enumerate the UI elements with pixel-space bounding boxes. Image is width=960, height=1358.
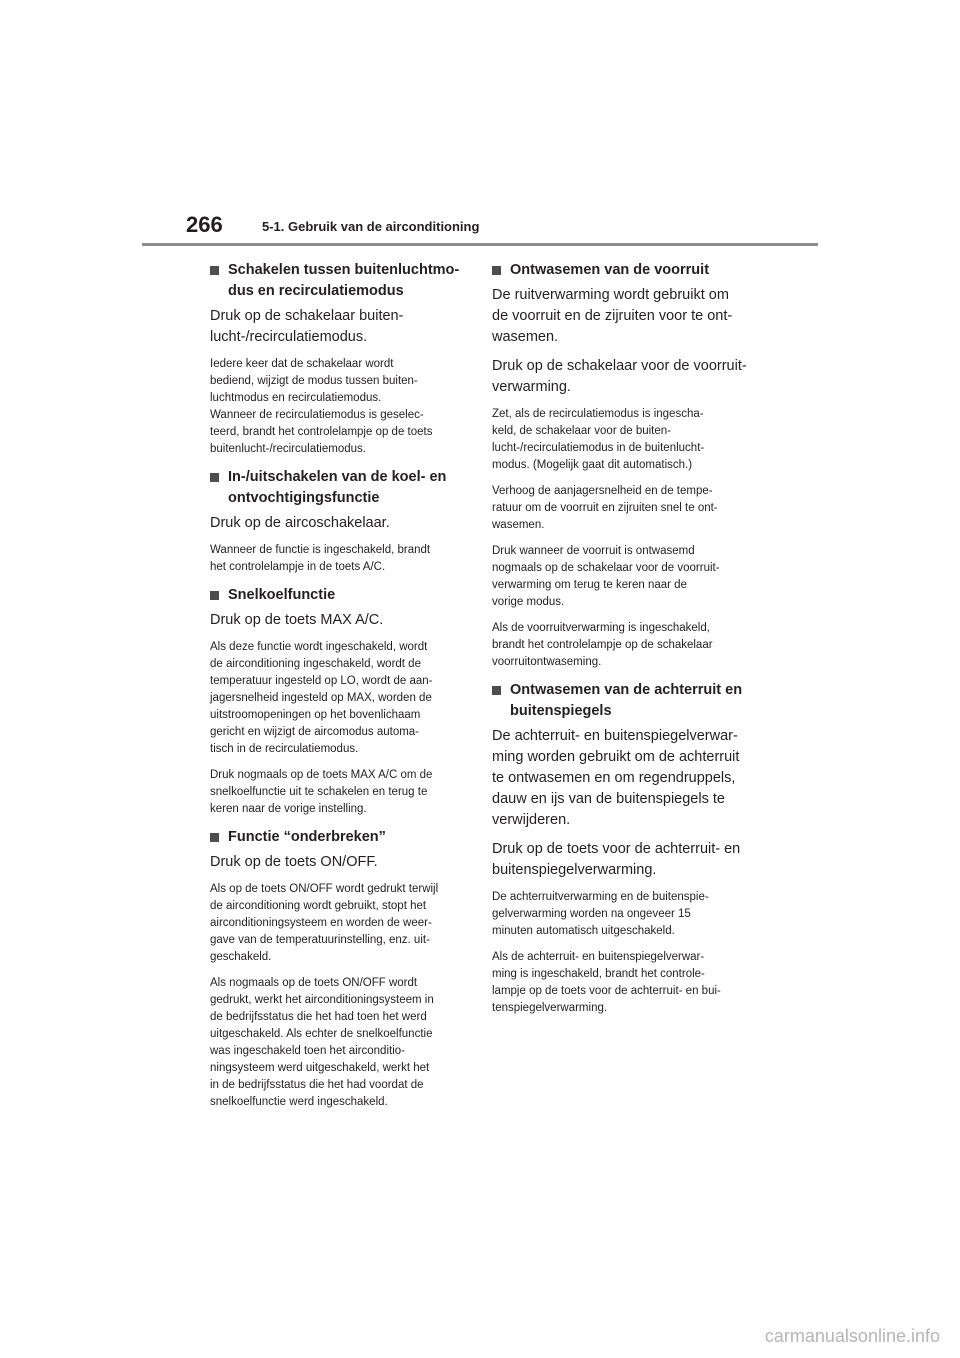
- section-heading: [210, 585, 472, 606]
- right-column: [492, 254, 754, 1026]
- section: [492, 680, 754, 1017]
- square-bullet-icon: [492, 686, 501, 695]
- instruction-text: Druk op de toets ON/OFF.: [210, 854, 378, 870]
- instruction-text: Druk op de aircoschakelaar.: [210, 515, 390, 531]
- section-heading: [210, 827, 472, 848]
- square-bullet-icon: [210, 833, 219, 842]
- note-text: Als deze functie wordt ingeschakeld, wordt de airconditioning ingeschakeld, wordt de temperatuur ingesteld op LO, wordt de aan- jagersnelheid ingesteld op MAX, worden de uitstroomopeningen op het bovenlichaam gericht en wijzigt de aircomodus automa- tisch in de recirculatiemodus.: [210, 641, 433, 755]
- instruction-text: Druk op de toets MAX A/C.: [210, 612, 384, 628]
- section: [210, 827, 472, 1111]
- note-text: Druk wanneer de voorruit is ontwasemd nogmaals op de schakelaar voor de voorruit- verwarming om terug te keren naar de vorige modus.: [492, 545, 720, 608]
- square-bullet-icon: [210, 473, 219, 482]
- section: [210, 260, 472, 458]
- section-heading: [492, 260, 754, 281]
- note-text: Zet, als de recirculatiemodus is ingescha- keld, de schakelaar voor de buiten- lucht-/recirculatiemodus in de buitenlucht- modus. (Mogelijk gaat dit automatisch.): [492, 408, 705, 471]
- instruction-text: Druk op de schakelaar buiten- lucht-/recirculatiemodus.: [210, 308, 404, 345]
- square-bullet-icon: [492, 266, 501, 275]
- page-number: 266: [186, 212, 223, 237]
- square-bullet-icon: [210, 266, 219, 275]
- note-text: Als de achterruit- en buitenspiegelverwar- ming is ingeschakeld, brandt het controle- lampje op de toets voor de achterruit- en bui- tenspiegelverwarming.: [492, 951, 721, 1014]
- instruction-text: Druk op de schakelaar voor de voorruit- verwarming.: [492, 358, 747, 395]
- instruction-text: De achterruit- en buitenspiegelverwar- ming worden gebruikt om de achterruit te ontwasemen en om regendruppels, dauw en ijs van de buitenspiegels te verwijderen.: [492, 728, 740, 828]
- section: [492, 260, 754, 671]
- section-heading: [210, 260, 472, 302]
- section-heading: [492, 680, 754, 722]
- square-bullet-icon: [210, 591, 219, 600]
- instruction-text: Druk op de toets voor de achterruit- en buitenspiegelverwarming.: [492, 841, 741, 878]
- instruction-text: De ruitverwarming wordt gebruikt om de voorruit en de zijruiten voor te ont- wasemen.: [492, 287, 733, 345]
- section-heading-text: Snelkoelfunctie: [228, 587, 336, 603]
- note-text: Verhoog de aanjagersnelheid en de tempe- ratuur om de voorruit en zijruiten snel te ont- wasemen.: [492, 485, 718, 531]
- note-text: Druk nogmaals op de toets MAX A/C om de snelkoelfunctie uit te schakelen en terug te keren naar de vorige instelling.: [210, 769, 433, 815]
- note-text: De achterruitverwarming en de buitenspie- gelverwarming worden na ongeveer 15 minuten automatisch uitgeschakeld.: [492, 891, 709, 937]
- section-heading: [210, 467, 472, 509]
- section-heading-text: Schakelen tussen buitenluchtmo- dus en recirculatiemodus: [228, 262, 460, 299]
- note-text: Iedere keer dat de schakelaar wordt bediend, wijzigt de modus tussen buiten- luchtmodus en recirculatiemodus. Wanneer de recirculatiemodus is geselec- teerd, brandt het controlelampje op de toets buitenlucht-/recirculatiemodus.: [210, 358, 433, 455]
- section: [210, 467, 472, 576]
- note-text: Als nogmaals op de toets ON/OFF wordt gedrukt, werkt het airconditioningsysteem in de bedrijfsstatus die het had toen het werd uitgeschakeld. Als echter de snelkoelfunctie was ingeschakeld toen het airconditio- ningsysteem werd uitgeschakeld, werkt het in de bedrijfsstatus die het had voordat de snelkoelfunctie werd ingeschakeld.: [210, 977, 434, 1108]
- header-rule: [142, 243, 818, 246]
- chapter-title: 5-1. Gebruik van de airconditioning: [262, 219, 480, 234]
- section-heading-text: Functie “onderbreken”: [228, 829, 386, 845]
- section: [210, 585, 472, 818]
- section-heading-text: Ontwasemen van de achterruit en buitenspiegels: [510, 682, 743, 719]
- section-heading-text: Ontwasemen van de voorruit: [510, 262, 710, 278]
- note-text: Wanneer de functie is ingeschakeld, brandt het controlelampje in de toets A/C.: [210, 544, 431, 573]
- section-heading-text: In-/uitschakelen van de koel- en ontvochtigingsfunctie: [228, 469, 447, 506]
- left-column: [210, 254, 472, 1120]
- note-text: Als op de toets ON/OFF wordt gedrukt terwijl de airconditioning wordt gebruikt, stopt het airconditioningsysteem en worden de weer- gave van de temperatuurinstelling, enz. uit- geschakeld.: [210, 883, 439, 963]
- watermark[interactable]: carmanualsonline.info: [764, 1326, 940, 1346]
- note-text: Als de voorruitverwarming is ingeschakeld, brandt het controlelampje op de schakelaar voorruitontwaseming.: [492, 622, 713, 668]
